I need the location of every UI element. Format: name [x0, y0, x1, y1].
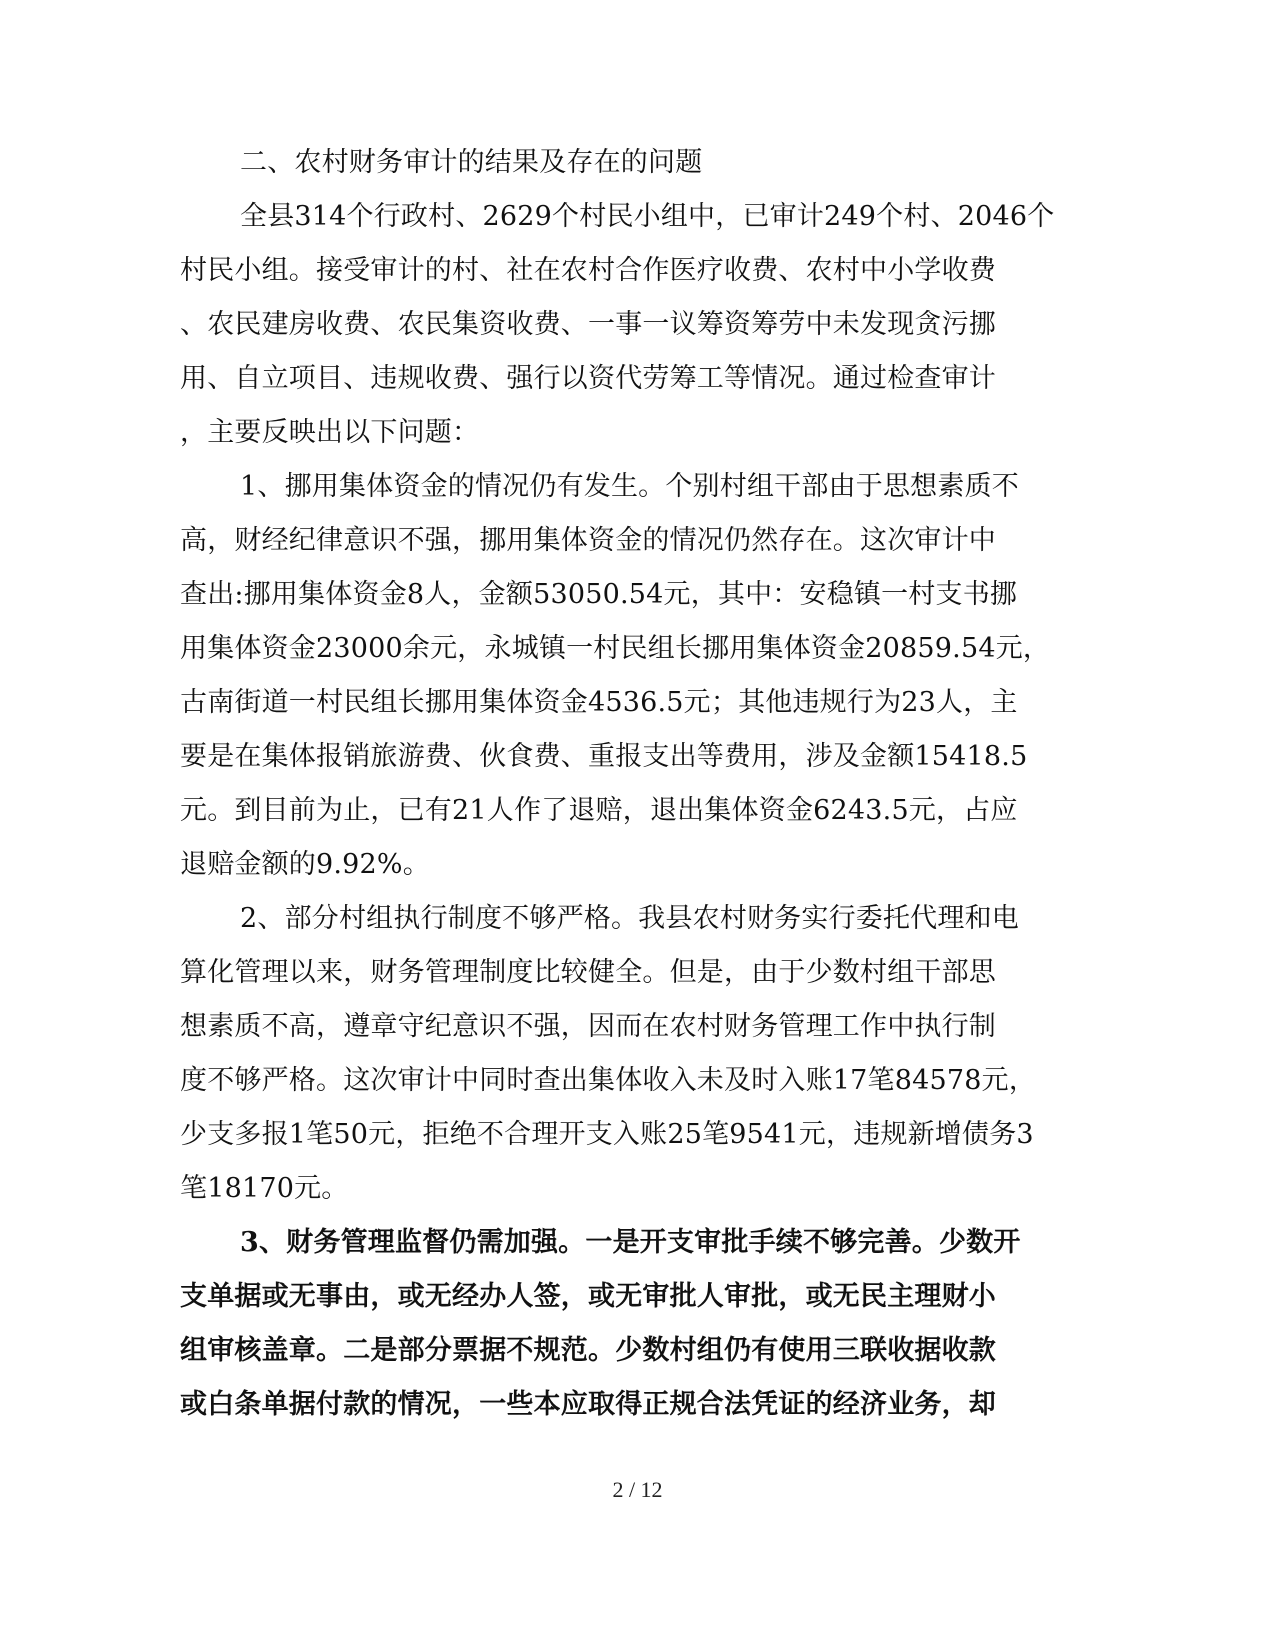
paragraph-2-line-2: 高，财经纪律意识不强，挪用集体资金的情况仍然存在。这次审计中	[180, 525, 996, 556]
paragraph-1-line-4: 用、自立项目、违规收费、强行以资代劳筹工等情况。通过检查审计	[180, 363, 996, 394]
paragraph-2-line-5: 古南街道一村民组长挪用集体资金4536.5元；其他违规行为23人，主	[180, 687, 1018, 718]
paragraph-2-line-4: 用集体资金23000余元，永城镇一村民组长挪用集体资金20859.54元，	[180, 633, 1051, 664]
paragraph-3-line-3: 想素质不高，遵章守纪意识不强，因而在农村财务管理工作中执行制	[180, 1011, 996, 1042]
paragraph-1-line-3: 、农民建房收费、农民集资收费、一事一议筹资筹劳中未发现贪污挪	[180, 309, 996, 340]
paragraph-4-line-1: 3、财务管理监督仍需加强。一是开支审批手续不够完善。少数开	[240, 1227, 1021, 1258]
paragraph-3-line-2: 算化管理以来，财务管理制度比较健全。但是，由于少数村组干部思	[180, 957, 996, 988]
paragraph-4-line-2: 支单据或无事由，或无经办人签，或无审批人审批，或无民主理财小	[180, 1281, 996, 1312]
section-heading: 二、农村财务审计的结果及存在的问题	[240, 147, 703, 178]
paragraph-2-line-1: 1、挪用集体资金的情况仍有发生。个别村组干部由于思想素质不	[240, 471, 1019, 502]
page-number: 2 / 12	[612, 1477, 663, 1502]
paragraph-1-line-5: ，主要反映出以下问题：	[180, 417, 480, 448]
paragraph-3-line-6: 笔18170元。	[180, 1173, 349, 1204]
paragraph-2-line-7: 元。到目前为止，已有21人作了退赔，退出集体资金6243.5元，占应	[180, 795, 1018, 826]
paragraph-2-line-8: 退赔金额的9.92%。	[180, 849, 430, 880]
paragraph-3-line-5: 少支多报1笔50元，拒绝不合理开支入账25笔9541元，违规新增债务3	[180, 1119, 1034, 1150]
paragraph-4-line-4: 或白条单据付款的情况，一些本应取得正规合法凭证的经济业务，却	[180, 1389, 996, 1420]
paragraph-3-line-1: 2、部分村组执行制度不够严格。我县农村财务实行委托代理和电	[240, 903, 1019, 934]
paragraph-1-line-2: 村民小组。接受审计的村、社在农村合作医疗收费、农村中小学收费	[180, 255, 996, 286]
paragraph-1-line-1: 全县314个行政村、2629个村民小组中，已审计249个村、2046个	[240, 201, 1055, 232]
paragraph-2-line-6: 要是在集体报销旅游费、伙食费、重报支出等费用，涉及金额15418.5	[180, 741, 1028, 772]
paragraph-3-line-4: 度不够严格。这次审计中同时查出集体收入未及时入账17笔84578元，	[180, 1065, 1037, 1096]
paragraph-2-line-3: 查出:挪用集体资金8人，金额53050.54元，其中：安稳镇一村支书挪	[180, 579, 1018, 610]
paragraph-4-line-3: 组审核盖章。二是部分票据不规范。少数村组仍有使用三联收据收款	[180, 1335, 996, 1366]
